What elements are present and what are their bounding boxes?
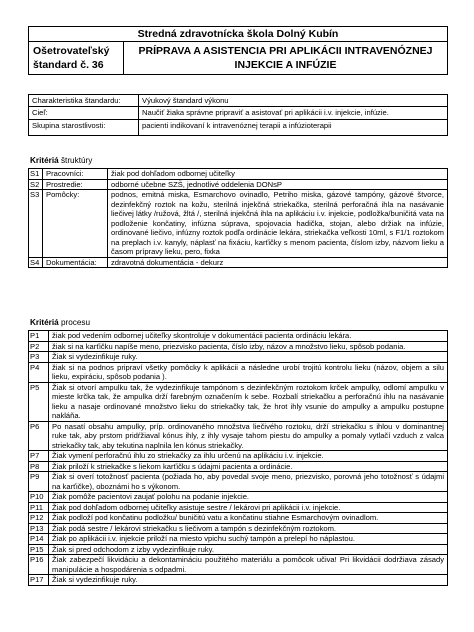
table-row [29, 352, 448, 363]
table-row [29, 331, 448, 342]
table-row [29, 451, 448, 462]
step-text: Žiak si overí totožnosť pacienta (požiada ho, aby povedal svoje meno, priezvisko, porovná jeho totožnosť s údajmi na karťičke), oboznámi ho s výkonom. [49, 472, 448, 492]
table-row [29, 257, 448, 268]
char-label: Skupina starostlivosti: [29, 119, 139, 135]
step-id: P1 [29, 331, 49, 342]
row-id: S4 [29, 257, 43, 268]
row-label: Dokumentácia: [43, 257, 108, 268]
standard-number [29, 42, 124, 75]
step-id: P11 [29, 502, 49, 513]
table-row [29, 362, 448, 382]
standard-line-1: Ošetrovateľský [33, 45, 110, 57]
step-text: Žiak po aplikácii i.v. injekcie priloží na miesto vpichu suchý tampón a prelepí ho náplastou. [49, 534, 448, 545]
table-row [29, 492, 448, 503]
table-row [29, 575, 448, 586]
step-id: P5 [29, 382, 49, 421]
table-row [29, 502, 448, 513]
title-line-2: INJEKCIE A INFÚZIE [234, 59, 337, 71]
char-value: Naučiť žiaka správne pripraviť a asistovať pri aplikácii i.v. injekcie, infúzie. [139, 107, 448, 119]
step-text: Žiak si pred odchodom z izby vydezinfikuje ruky. [49, 544, 448, 555]
table-row [29, 179, 448, 190]
characteristics-table [28, 94, 448, 136]
table-row [29, 382, 448, 421]
step-text: Žiak pod dohľadom odbornej učiteľky asistuje sestre / lekárovi pri aplikácii i.v. injekcie. [49, 502, 448, 513]
step-id: P16 [29, 555, 49, 575]
table-row [29, 513, 448, 524]
step-id: P6 [29, 421, 49, 451]
step-text: Po nasatí obsahu ampulky, príp. ordinovaného množstva liečivého roztoku, drží striekačku s ihlou v dominantnej ruke tak, aby prstom pridŕžiaval kónus ihly, z ihly vysaje tahom piestu do ampulky a pomaly vytlačí vzduch z valca striekačky tak, aby tekutina naplnila len kónus striekačky. [49, 421, 448, 451]
heading-bold: Kritériá [30, 156, 59, 165]
row-label: Prostredie: [43, 179, 108, 190]
heading-rest: štruktúry [58, 156, 93, 165]
step-id: P7 [29, 451, 49, 462]
step-text: žiak pod vedením odbornej učiteľky skontroluje v dokumentácii pacienta ordináciu lekára. [49, 331, 448, 342]
step-text: žiak si na podnos pripraví všetky pomôcky k aplikácii a následne urobí trojitú kontrolu lieku (názov, objem a silu lieku, expiráciu, spôsob podania ). [49, 362, 448, 382]
standard-line-2: štandard č. 36 [33, 59, 104, 71]
step-id: P15 [29, 544, 49, 555]
step-text: Žiak si otvorí ampulku tak, že vydezinfikuje tampónom s dezinfekčným roztokom krček ampulky, odlomí ampulku v mieste krčka tak, že ampulka drží farebným označením k sebe. Rozbalí striekačku a perforačnú ihlu na nasávanie lieku a nasaje ordinované množstvo lieku do striekačky tak, že hrot ihly vsunie do ampulky a ampulku postupne nakláňa. [49, 382, 448, 421]
step-id: P8 [29, 461, 49, 472]
table-row [29, 190, 448, 258]
char-label: Charakteristika štandardu: [29, 95, 139, 107]
heading-bold: Kritériá [30, 318, 59, 327]
heading-rest: procesu [58, 318, 91, 327]
step-text: Žiak zabezpečí likvidáciu a dekontamináciu použitého materiálu a pomôcok učiva! Pri likvidácii dodržiava zásady manipulácie a hospodárenia s odpadmi. [49, 555, 448, 575]
char-value: pacienti indikovaní k intravenóznej terapii a infúzioterapii [139, 119, 448, 135]
process-table [28, 330, 448, 586]
structure-heading [30, 156, 92, 165]
step-id: P10 [29, 492, 49, 503]
structure-table [28, 168, 448, 268]
table-row [29, 107, 448, 119]
school-name: Stredná zdravotnícka škola Dolný Kubín [29, 27, 448, 42]
row-label: Pracovníci: [43, 169, 108, 180]
step-text: Žiak si vydezinfikuje ruky. [49, 352, 448, 363]
row-id: S2 [29, 179, 43, 190]
table-row [29, 544, 448, 555]
step-id: P12 [29, 513, 49, 524]
row-text: podnos, emitná miska, Esmarchovo ovinadlo, Petriho miska, gázové tampóny, gázové štvorce, dezinfekčný roztok na kožu, sterilná injekčná striekačka, sterilná perforačná ihla na nasávanie liečivej látky /ružová, žltá /, sterilná injekčná ihla na aplikáciu i.v. injekcie, podložka/buničitá vata na podloženie končatiny, infúzna súprava, spojovacia hadička, stojan, alebo držiak na infúzie, ordinované liečivo, infúzny roztok podľa ordinácie lekára, striekačka veľkosti 10ml, s F1/1 roztokom na preplach i.v. kanyly, náplasť na fixáciu, karťičky s menom pacienta, číslom izby, názvom lieku a časom prípravy lieku, pero, fixka [108, 190, 448, 258]
step-text: Žiak vymení perforačnú ihlu zo striekačky za ihlu určenú na aplikáciu i.v. injekcie. [49, 451, 448, 462]
row-text: zdravotná dokumentácia - dekurz [108, 257, 448, 268]
row-text: žiak pod dohľadom odbornej učiteľky [108, 169, 448, 180]
row-id: S3 [29, 190, 43, 258]
row-text: odborné učebne SZŠ, jednotlivé oddelenia DONsP [108, 179, 448, 190]
step-id: P14 [29, 534, 49, 545]
step-text: Žiak podá sestre / lekárovi striekačku s liečivom a tampón s dezinfekčným roztokom. [49, 523, 448, 534]
row-label: Pomôcky: [43, 190, 108, 258]
step-id: P2 [29, 341, 49, 352]
table-row [29, 421, 448, 451]
char-value: Výukový štandard výkonu [139, 95, 448, 107]
step-id: P3 [29, 352, 49, 363]
step-text: žiak si na karťičku napíše meno, priezvisko pacienta, číslo izby, názov a množstvo lieku, spôsob podania. [49, 341, 448, 352]
table-row [29, 119, 448, 135]
step-id: P4 [29, 362, 49, 382]
row-id: S1 [29, 169, 43, 180]
table-row [29, 341, 448, 352]
table-row [29, 534, 448, 545]
step-text: Žiak si vydezinfikuje ruky. [49, 575, 448, 586]
title-line-1: PRÍPRAVA A ASISTENCIA PRI APLIKÁCII INTRAVENÓZNEJ [138, 45, 433, 57]
step-id: P9 [29, 472, 49, 492]
table-row [29, 169, 448, 180]
process-heading [30, 318, 90, 327]
table-row [29, 472, 448, 492]
table-row [29, 523, 448, 534]
table-row [29, 95, 448, 107]
step-text: Žiak priloží k striekačke s liekom karťičku s údajmi pacienta a ordinácie. [49, 461, 448, 472]
step-id: P13 [29, 523, 49, 534]
header-table [28, 26, 448, 75]
step-text: Žiak podloží pod končatinu podložku/ buničitú vatu a končatinu stiahne Esmarchovým ovinadlom. [49, 513, 448, 524]
table-row [29, 461, 448, 472]
step-id: P17 [29, 575, 49, 586]
char-label: Cieľ: [29, 107, 139, 119]
table-row [29, 555, 448, 575]
step-text: Žiak pomôže pacientovi zaujať polohu na podanie injekcie. [49, 492, 448, 503]
standard-title [124, 42, 448, 75]
